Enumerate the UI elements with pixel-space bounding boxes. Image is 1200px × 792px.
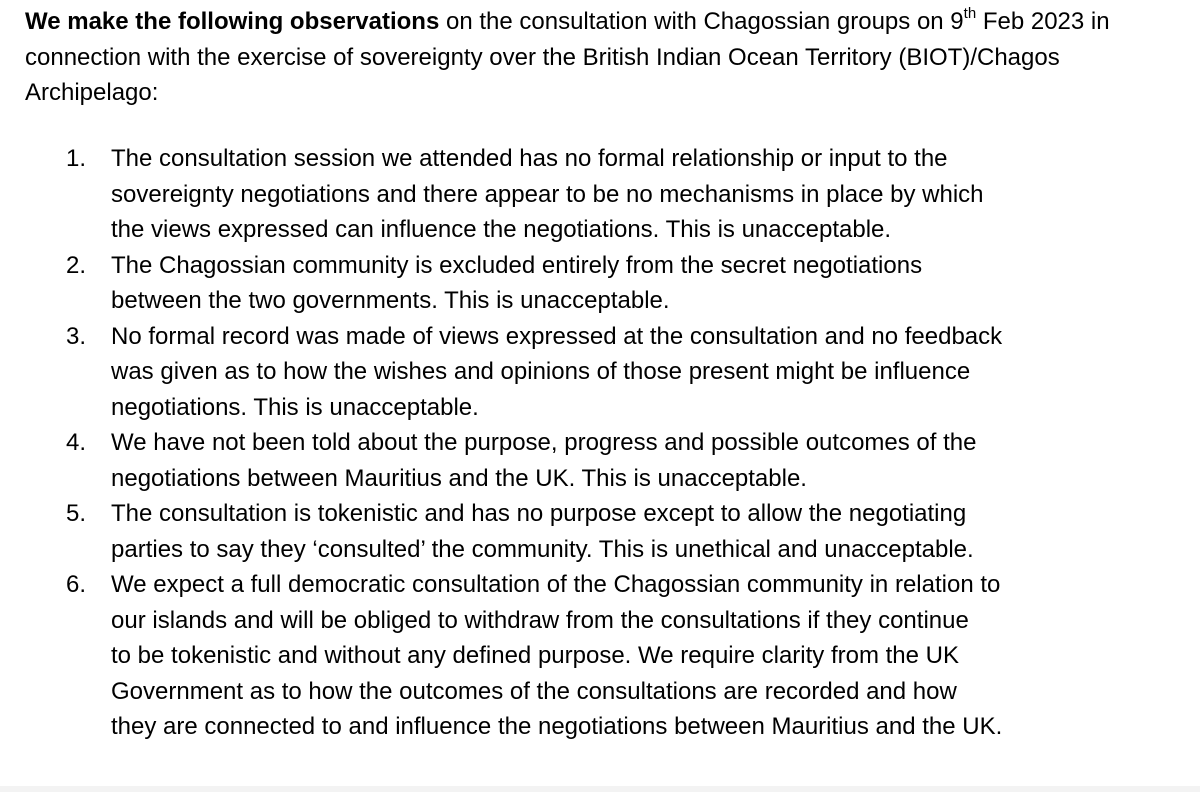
- list-item-line: was given as to how the wishes and opinions of those present might be influence: [111, 358, 971, 385]
- list-item-line: between the two governments. This is unacceptable.: [111, 287, 670, 314]
- list-item-line: The consultation session we attended has no formal relationship or input to the: [111, 145, 948, 172]
- list-item-line: Government as to how the outcomes of the consultations are recorded and how: [111, 677, 957, 705]
- list-item: [0, 425, 1111, 496]
- list-item-line: our islands and will be obliged to withdraw from the consultations if they continue: [111, 606, 969, 634]
- list-item-line: to be tokenistic and without any defined purpose. We require clarity from the UK: [111, 642, 960, 669]
- page-bottom-edge: [0, 786, 1200, 792]
- list-item-number: 1.: [66, 145, 87, 172]
- list-item-line: The consultation is tokenistic and has no purpose except to allow the negotiating: [111, 500, 967, 527]
- list-item-number: 3.: [66, 322, 87, 350]
- intro-text-after-sup: Feb 2023 in connection with the exercise of sovereignty over the British Indian Ocean Territory (BIOT)/Chagos Archipelago:: [25, 8, 1110, 106]
- list-item-line: the views expressed can influence the negotiations. This is unacceptable.: [111, 216, 892, 243]
- list-item: [0, 141, 1111, 248]
- list-item: [0, 248, 1111, 319]
- intro-ordinal-suffix: th: [963, 5, 977, 22]
- list-item: [0, 567, 1111, 745]
- list-item-number: 6.: [66, 571, 87, 598]
- intro-lead: We make the following observations: [25, 8, 440, 35]
- list-item-number: 4.: [66, 429, 87, 456]
- list-item-line: The Chagossian community is excluded entirely from the secret negotiations: [111, 251, 923, 279]
- list-item-line: We expect a full democratic consultation of the Chagossian community in relation to: [111, 571, 1001, 598]
- list-item-line: negotiations. This is unacceptable.: [111, 393, 479, 421]
- intro-text-before-sup: on the consultation with Chagossian groups on 9: [439, 8, 964, 35]
- list-item-line: negotiations between Mauritius and the UK. This is unacceptable.: [111, 464, 807, 492]
- list-item-line: parties to say they ‘consulted’ the community. This is unethical and unacceptable.: [111, 535, 974, 563]
- list-item-number: 2.: [66, 251, 87, 279]
- list-item-line: We have not been told about the purpose, progress and possible outcomes of the: [111, 429, 977, 456]
- intro-paragraph: [25, 4, 1175, 111]
- observations-list: [0, 141, 1200, 745]
- list-item: [0, 319, 1111, 426]
- list-item-number: 5.: [66, 500, 87, 527]
- list-item-line: No formal record was made of views expressed at the consultation and no feedback: [111, 322, 1003, 350]
- list-item: [0, 496, 1111, 567]
- list-item-line: they are connected to and influence the negotiations between Mauritius and the UK.: [111, 713, 1003, 740]
- list-item-line: sovereignty negotiations and there appear to be no mechanisms in place by which: [111, 180, 984, 208]
